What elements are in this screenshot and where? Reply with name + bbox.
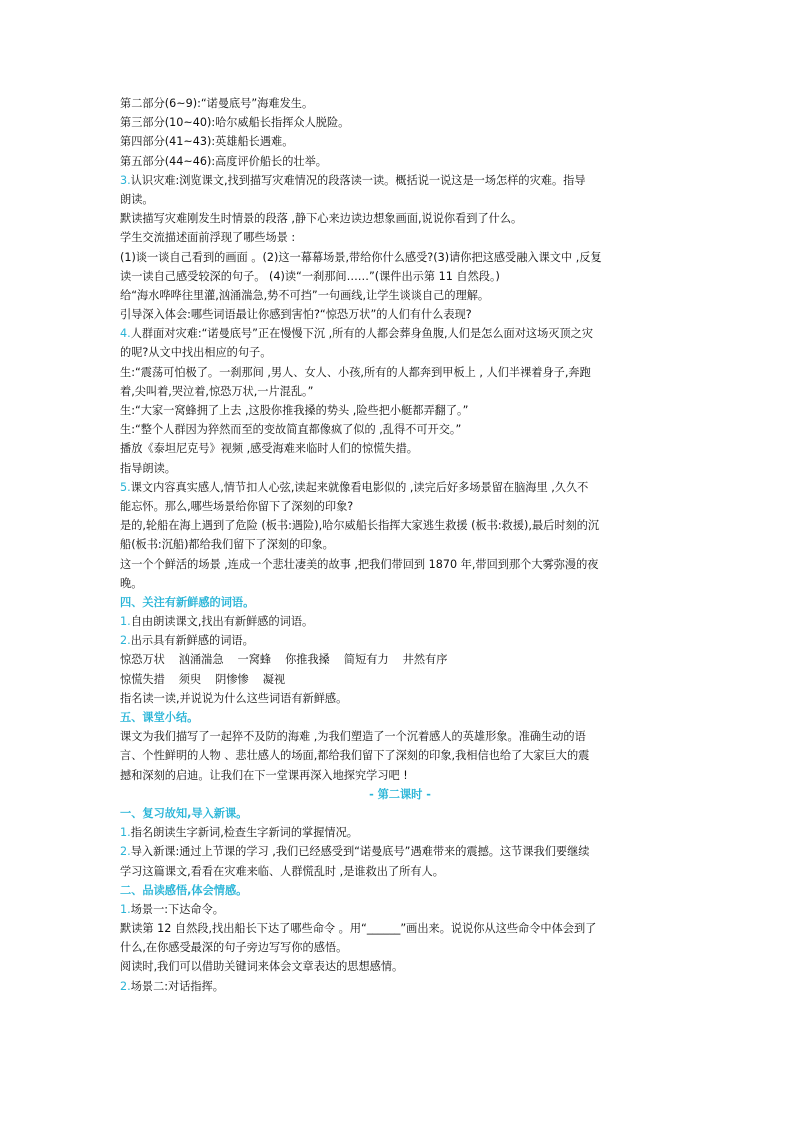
text-line: 的呢?从文中找出相应的句子。: [120, 346, 272, 360]
text-line: 阅读时,我们可以借助关键词来体会文章表达的思想感情。: [120, 960, 404, 974]
text-line: 生:“震荡可怕极了。一刹那间 ,男人、女人、小孩,所有的人都奔到甲板上 , 人们半裸着身子,奔跑: [120, 365, 591, 379]
item-number: 2.: [120, 845, 131, 859]
text-line: (1)谈一谈自己看到的画面 。(2)这一幕幕场景,带给你什么感受?(3)请你把这感受融入课文中 ,反复: [120, 250, 602, 264]
text-line: 默读描写灾难刚发生时情景的段落 ,静下心来边读边想象画面,说说你看到了什么。: [120, 212, 523, 226]
word: 你推我搡: [285, 653, 330, 667]
text-line: 言、个性鲜明的人物 、悲壮感人的场面,都给我们留下了深刻的印象,我相信也给了大家巨大的震: [120, 749, 590, 763]
word: 凝视: [262, 672, 286, 686]
text-line: 播放《泰坦尼克号》视频 ,感受海难来临时人们的惊慌失措。: [120, 442, 418, 456]
text-line: 晚。: [120, 576, 143, 590]
text-line: 第三部分(10~40):哈尔威船长指挥众人脱险。: [120, 116, 350, 130]
lesson-title: - 第二课时 -: [369, 787, 431, 801]
text-line: 着,尖叫着,哭泣着,惊恐万状,一片混乱。”: [120, 384, 314, 398]
text-line: 什么,在你感受最深的句子旁边写写你的感悟。: [120, 941, 348, 955]
word: 惊恐万状: [120, 653, 165, 667]
item-number: 5.: [120, 480, 131, 494]
item-number: 4.: [120, 327, 131, 341]
item-text: 指名朗读生字新词,检查生字新词的掌握情况。: [130, 826, 358, 840]
item-number: 2.: [120, 634, 131, 648]
text-line: 第四部分(41~43):英雄船长遇难。: [120, 135, 294, 149]
text-line: 引导深入体会:哪些词语最让你感到害怕?“惊恐万状”的人们有什么表现?: [120, 308, 472, 322]
text-line: 课文为我们描写了一起猝不及防的海难 ,为我们塑造了一个沉着感人的英雄形象。准确生动的语: [120, 730, 586, 744]
item-text: 课文内容真实感人,情节扣人心弦,读起来就像看电影似的 ,读完后好多场景留在脑海里 ,久久不: [130, 480, 589, 494]
item-text: 场景二:对话指挥。: [130, 979, 224, 993]
text-line: 船(板书:沉船)都给我们留下了深刻的印象。: [120, 538, 334, 552]
section-heading: 二、品读感悟,体会情感。: [120, 883, 248, 897]
document-page: [120, 94, 680, 996]
word: 阴惨惨: [215, 672, 249, 686]
text-line: 生:“大家一窝蜂拥了上去 ,这股你推我搡的势头 ,险些把小艇都弄翻了。”: [120, 404, 469, 417]
text-line: 学习这篇课文,看看在灾难来临、人群慌乱时 ,是谁救出了所有人。: [120, 864, 444, 878]
item-text: 认识灾难:浏览课文,找到描写灾难情况的段落读一读。概括说一说这是一场怎样的灾难。指导: [130, 173, 586, 187]
numbered-item: [120, 631, 680, 650]
word: 须臾: [178, 672, 202, 686]
numbered-item: [120, 977, 680, 996]
word: 一窝蜂: [237, 653, 272, 667]
text-line: 朗读。: [120, 192, 154, 206]
text-line: 这一个个鲜活的场景 ,连成一个悲壮凄美的故事 ,把我们带回到 1870 年,带回到那个大雾弥漫的夜: [120, 557, 599, 571]
text-line: 第二部分(6~9):“诺曼底号”海难发生。: [120, 97, 314, 110]
word: 井然有序: [402, 653, 448, 667]
item-number: 2.: [120, 979, 131, 993]
text-line: 读一读自己感受较深的句子。 (4)读“一刹那间……”(课件出示第 11 自然段。): [120, 269, 500, 283]
numbered-item: [120, 842, 680, 861]
numbered-item: [120, 900, 680, 919]
numbered-item: [120, 823, 680, 842]
item-number: 1.: [120, 615, 131, 629]
item-text: 人群面对灾难:“诺曼底号”正在慢慢下沉 ,所有的人都会葬身鱼腹,人们是怎么面对这场灭顶之灾: [130, 327, 594, 341]
text-line: 撼和深刻的启迪。让我们在下一堂课再深入地探究学习吧 !: [120, 768, 408, 782]
text-line: 是的,轮船在海上遇到了危险 (板书:遇险),哈尔威船长指挥大家逃生救援 (板书:救援),最后时刻的沉: [120, 519, 600, 533]
numbered-item: [120, 171, 680, 190]
item-number: 1.: [120, 902, 131, 916]
text-line: 给“海水哗哗往里灌,汹涌湍急,势不可挡”一句画线,让学生谈谈自己的理解。: [120, 288, 490, 302]
item-text: 导入新课:通过上节课的学习 ,我们已经感受到“诺曼底号”遇难带来的震撼。这节课我们要继续: [130, 845, 590, 859]
numbered-item: [120, 324, 680, 343]
word: 惊慌失措: [120, 672, 165, 686]
section-heading: 一、复习故知,导入新课。: [120, 806, 248, 820]
item-number: 1.: [120, 826, 131, 840]
word: 汹涌湍急: [178, 653, 224, 667]
section-heading: 四、关注有新鲜感的词语。: [120, 595, 255, 609]
text-line: 指名读一读,并说说为什么这些词语有新鲜感。: [120, 691, 348, 705]
text-line: 第五部分(44~46):高度评价船长的壮举。: [120, 154, 327, 168]
text-line: 生:“整个人群因为猝然而至的变故简直都像疯了似的 ,乱得不可开交。”: [120, 423, 462, 437]
item-text: 自由朗读课文,找出有新鲜感的词语。: [130, 615, 314, 629]
text-line: 能忘怀。那么,哪些场景给你留下了深刻的印象?: [120, 499, 354, 513]
word-list: [120, 670, 680, 689]
word: 简短有力: [343, 653, 389, 667]
text-line: 学生交流描述面前浮现了哪些场景 :: [120, 231, 296, 245]
word-list: [120, 650, 680, 669]
numbered-item: [120, 612, 680, 631]
item-text: 出示具有新鲜感的词语。: [130, 634, 254, 648]
item-text: 场景一:下达命令。: [130, 902, 224, 916]
section-heading: 五、课堂小结。: [120, 711, 199, 724]
text-line: 默读第 12 自然段,找出船长下达了哪些命令 。用“______”画出来。说说你从这些命令中体会到了: [120, 922, 597, 936]
numbered-item: [120, 478, 680, 497]
item-number: 3.: [120, 173, 131, 187]
text-line: 指导朗读。: [120, 461, 176, 475]
